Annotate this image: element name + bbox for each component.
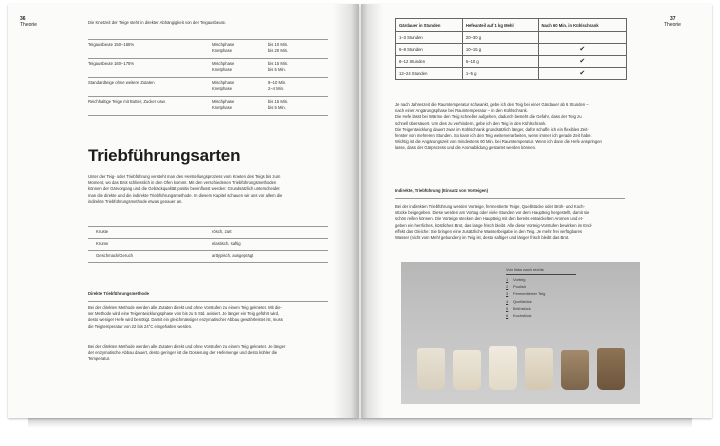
text-line: geben ein herrliches, köstliches Brot, das lange frisch bleibt. Alle diese Vorteig-Vorstufen bewirken im End- xyxy=(395,222,593,228)
jar-vorteig xyxy=(417,348,445,390)
text-line: schnell übersäuert. Um dies zu verhindern, gebe ich den Teig in den Kühlschrank. xyxy=(395,120,547,126)
jar-fermented-dough xyxy=(489,346,517,390)
text-line: Wasser (nicht vom Mehl gebunden) im Teig ist, desto saftiger und länger frisch bleibt das Brot. xyxy=(395,235,570,241)
text-line: Unter der Teig- oder Triebführung versteht man den Herstellungsprozess vom Kneten des Teigs bis zum xyxy=(88,174,281,179)
knead-time: 2–4 Min. xyxy=(268,86,285,91)
knead-phase: Knetphase xyxy=(212,86,233,91)
yeast-amount: 1–5 g xyxy=(462,68,538,80)
knead-time: bis 10 Min. xyxy=(268,42,289,47)
right-page-section: Theorie xyxy=(664,22,681,28)
knead-type: Teigausbeute 160–175% xyxy=(88,61,135,66)
text-line: Die Hefe lässt bei Wärme den Teig schneller aufgehen, dadurch besteht die Gefahr, dass der Teig zu xyxy=(395,114,582,120)
jar-poolish xyxy=(453,350,481,390)
direct-method-heading: Direkte Triebführungsmethode xyxy=(88,291,149,296)
knead-phase: Mischphase xyxy=(212,80,235,85)
column-header: Hefeanteil auf 1 kg Mehl xyxy=(462,19,538,32)
knead-time: bis 15 Min. xyxy=(268,61,289,66)
left-page-section: Theorie xyxy=(20,22,37,28)
property-label: Geschmack/Geruch xyxy=(96,253,134,258)
knead-type: Standardteige ohne weitere Zutaten xyxy=(88,80,155,85)
right-page-number: 37 xyxy=(670,16,676,22)
legend-number: 5 xyxy=(506,305,509,311)
row-rule xyxy=(88,250,328,251)
yeast-amount: 5–10 g xyxy=(462,56,538,68)
ferment-hours: 8–12 Stunden xyxy=(396,56,463,68)
text-line: Bei der direkten Methode werden alle Zutaten direkt und ohne Vorstufen zu einem Teig geknetet. Je länger xyxy=(88,344,286,349)
fridge-check-icon xyxy=(538,32,626,44)
property-label: Krume xyxy=(96,241,109,246)
left-page xyxy=(8,4,359,418)
left-gutter-shade xyxy=(333,4,359,418)
knead-phase: Mischphase xyxy=(212,42,235,47)
ferment-hours: 12–24 Stunden xyxy=(396,68,463,80)
text-line: schön reifen können. Die Vorteige stecken den Hauptteig mit den bereits entwickelten Aromen und er- xyxy=(395,216,584,222)
knead-phase: Knetphase xyxy=(212,67,233,72)
text-line: nach einer Angärungsphase bei Raumtemperatur – in den Kühlschrank. xyxy=(395,108,528,114)
photo-legend-title: Von links nach rechts xyxy=(506,267,544,272)
text-line: stücke beigegeben. Diese werden am Vortag oder viele Stunden vor dem Hauptteig hergestellt, damit sie xyxy=(395,210,590,216)
table-header-row xyxy=(396,19,627,32)
row-rule xyxy=(88,226,328,227)
text-line: Moment, wo das Brot schliesslich in den Ofen kommt. Mit den verschiedenen Triebführungsmethoden xyxy=(88,180,277,186)
knead-phase: Knetphase xyxy=(212,105,233,110)
fridge-paragraph xyxy=(395,102,602,152)
knead-phase: Mischphase xyxy=(212,61,235,66)
text-line: Bei der direkten Methode werden alle Zutaten direkt und ohne Vorstufen zu einem Teig geknetet. Mit die- xyxy=(88,305,282,310)
text-line: indirekte Triebführungsmethode etwas genauer an. xyxy=(88,198,183,204)
row-rule xyxy=(88,77,328,78)
legend-number: 6 xyxy=(506,313,509,318)
open-book xyxy=(8,4,712,424)
row-rule xyxy=(88,262,328,263)
fridge-check-icon: ✔ xyxy=(538,56,626,68)
legend-label: Brühstück xyxy=(513,305,531,311)
text-line: Je nach Jahreszeit die Raumtemperatur schwankt, gebe ich den Teig bei einer Gärdauer ab 6 Stunden – xyxy=(395,102,589,107)
direct-method-paragraph-1 xyxy=(88,305,283,330)
page-heading: Triebführungsarten xyxy=(88,146,241,165)
rule xyxy=(395,198,625,199)
table-row xyxy=(396,56,627,68)
direct-method-paragraph-2 xyxy=(88,344,285,363)
fermentation-table xyxy=(395,18,627,80)
legend-label: Poolish xyxy=(513,284,527,290)
knead-time: bis 5 Min. xyxy=(268,105,286,110)
legend-number: 3 xyxy=(506,291,509,297)
legend-label: Kochstück xyxy=(513,313,532,318)
text-line: können der Gärvorgang und die Gebäckqualität positiv beeinflusst werden: Grundsätzlich unterscheidet xyxy=(88,186,280,192)
rule xyxy=(88,301,328,302)
indirect-method-paragraph xyxy=(395,204,592,241)
book-shadow xyxy=(28,418,692,428)
legend-number: 1 xyxy=(506,277,509,282)
table-row xyxy=(396,44,627,56)
preferment-photo xyxy=(401,262,640,404)
right-page xyxy=(361,4,712,418)
ferment-hours: 6–8 Stunden xyxy=(396,44,463,56)
text-line: man die direkte und die indirekte Triebführungsmethode. In diesem Kapitel schauen wir uns vor allem die xyxy=(88,192,283,198)
text-line: effekt das Gleiche: Sie bringen eine zusätzliche Wasserbeigabe in den Teig. Je mehr frei verfügbares xyxy=(395,228,583,234)
knead-phase: Knetphase xyxy=(212,48,233,53)
table-row xyxy=(396,32,627,44)
legend-rule xyxy=(506,274,576,275)
text-line: lasse, dass der Gärprozess und die Aromabildung gestartet werden können. xyxy=(395,145,537,151)
intro-paragraph xyxy=(88,174,282,205)
jar-cooked-grain xyxy=(597,348,625,390)
knead-intro: Die Knetzeit der Teige steht in direkter Abhängigkeit von der Teigausbeute. xyxy=(88,20,227,25)
fridge-check-icon: ✔ xyxy=(538,44,626,56)
property-value: elastisch, saftig xyxy=(212,241,241,246)
knead-time: bis 5 Min. xyxy=(268,67,286,72)
property-value: rösch, zart xyxy=(212,229,232,234)
knead-time: bis 20 Min. xyxy=(268,48,289,53)
knead-time: 8–10 Min. xyxy=(268,80,287,85)
knead-time: bis 15 Min. xyxy=(268,99,289,104)
property-label: Kruste xyxy=(96,229,109,234)
yeast-amount: 10–15 g xyxy=(462,44,538,56)
legend-label: Vorteig xyxy=(513,277,526,282)
knead-type: Reichhaltige Teige mit Butter, Zucker usw. xyxy=(88,99,166,104)
jar-scald xyxy=(561,350,589,390)
row-rule xyxy=(88,96,328,97)
left-page-number: 36 xyxy=(20,16,26,22)
column-header: Nach 60 Min. in Kühlschrank xyxy=(538,19,626,32)
text-line: die Teigtemperatur von 22 bis 24°C eingehalten werden. xyxy=(88,323,193,329)
legend-label: Fermentierter Teig xyxy=(513,291,546,297)
column-header: Gärdauer in Stunden xyxy=(396,19,463,32)
right-gutter-shade xyxy=(361,4,383,418)
text-line: Temperatur. xyxy=(88,356,111,362)
legend-number: 2 xyxy=(506,284,509,290)
text-line: ser Methode wird eine Teigentwicklungsphase von bis zu 5 Std. avisiert. Je länger ein Teig geführt wird, xyxy=(88,311,280,317)
knead-phase: Mischphase xyxy=(212,99,235,104)
text-line: desto weniger Hefe wird benötigt. Damit ein gleichmässiger enzymatischer Abbau gewährleistet ist, muss xyxy=(88,317,283,323)
yeast-amount: 20–30 g xyxy=(462,32,538,44)
ferment-hours: 1–3 Stunden xyxy=(396,32,463,44)
legend-label: Quellstück xyxy=(513,298,532,304)
row-rule xyxy=(88,58,328,59)
knead-type: Teigausbeute 150–165% xyxy=(88,42,135,47)
text-line: Die Teigentwicklung dauert zwar im Kühlschrank grundsätzlich länger, dafür schaffe ich ein flexibles Zeit- xyxy=(395,126,589,132)
table-row xyxy=(396,68,627,80)
jar-soaker xyxy=(525,348,553,390)
legend-number: 4 xyxy=(506,298,509,304)
text-line: fenster von mehreren Stunden. So kann ich den Teig weiterverarbeiten, wenn immer ich gerade Zeit habe. xyxy=(395,133,592,139)
property-value: arttypisch, ausgeprägt xyxy=(212,253,254,258)
text-line: der enzymatische Abbau dauert, desto geringer ist die Dosierung der Hefemenge und desto kühler die xyxy=(88,350,278,356)
indirect-method-heading: Indirekte, Triebführung (Einsatz von Vorteigen) xyxy=(395,188,488,193)
row-rule xyxy=(88,238,328,239)
text-line: Wichtig ist die Angärungszeit von mindestens 60 Min. bei Raumtemperatur. Wenn ich dann die Hefe anspringen xyxy=(395,139,602,145)
row-rule xyxy=(88,115,328,116)
fridge-check-icon: ✔ xyxy=(538,68,626,80)
row-rule xyxy=(88,39,328,40)
text-line: Bei der indirekten Triebführung werden Vorteige, fermentierte Teige, Quellstücke oder Brüh- und Koch- xyxy=(395,204,585,209)
